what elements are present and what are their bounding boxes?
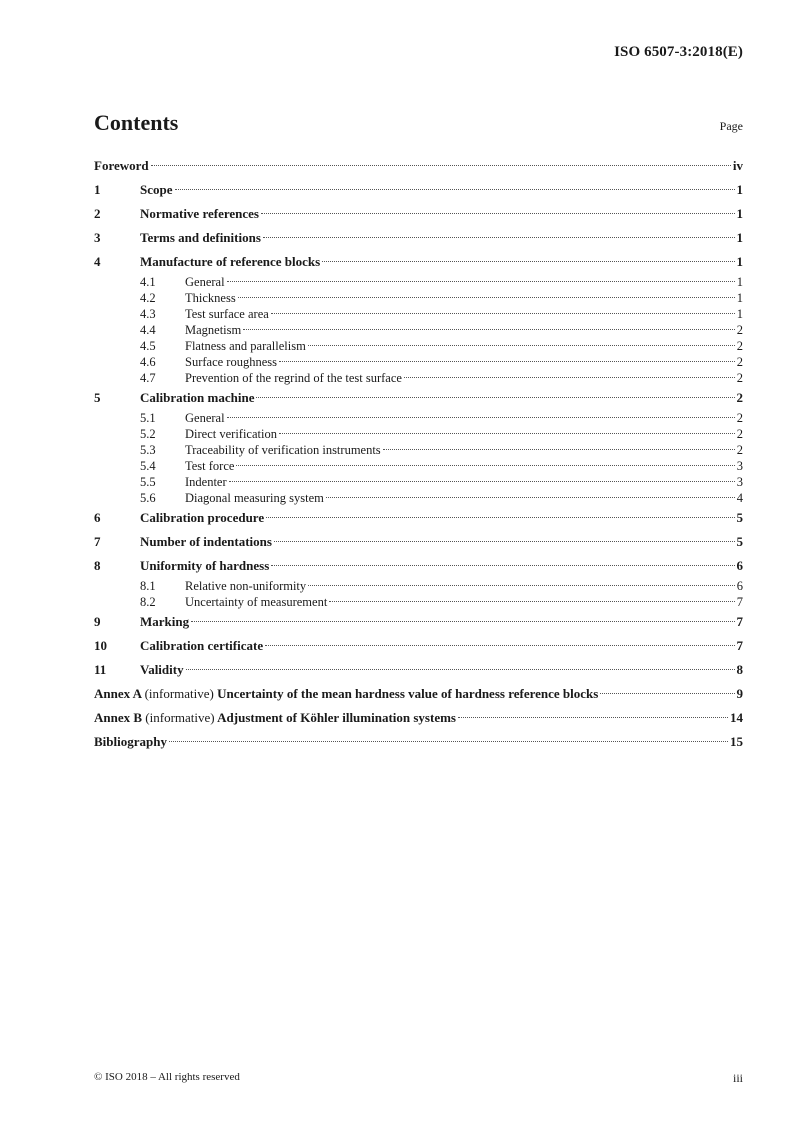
toc-entry-page: 2 bbox=[736, 371, 743, 385]
toc-entry-number: 4 bbox=[94, 254, 101, 269]
toc-entry-number: 4.7 bbox=[140, 371, 156, 385]
toc-entry-page: 2 bbox=[736, 411, 743, 425]
dot-leader bbox=[271, 565, 734, 566]
dot-leader bbox=[308, 585, 735, 586]
toc-entry[interactable] bbox=[94, 506, 743, 530]
toc-entry-number: 4.6 bbox=[140, 355, 156, 369]
dot-leader bbox=[227, 417, 735, 418]
toc-entry-title: Validity bbox=[140, 662, 184, 677]
dot-leader bbox=[263, 237, 735, 238]
dot-leader bbox=[261, 213, 735, 214]
dot-leader bbox=[238, 297, 735, 298]
toc-entry[interactable] bbox=[94, 594, 743, 610]
annex-label: Annex A bbox=[94, 686, 142, 701]
toc-entry-number: 8.1 bbox=[140, 579, 156, 593]
toc-entry-title: Calibration certificate bbox=[140, 638, 264, 653]
toc-entry[interactable] bbox=[94, 250, 743, 274]
toc-entry[interactable] bbox=[94, 530, 743, 554]
toc-entry-title: Traceability of verification instruments bbox=[185, 443, 381, 457]
dot-leader bbox=[274, 541, 735, 542]
toc-entry-title: Number of indentations bbox=[140, 534, 272, 549]
toc-entry-number: 9 bbox=[94, 614, 101, 629]
table-of-contents bbox=[94, 154, 743, 754]
dot-leader bbox=[243, 329, 735, 330]
dot-leader bbox=[227, 281, 735, 282]
toc-entry[interactable] bbox=[94, 554, 743, 578]
toc-entry-number: 4.4 bbox=[140, 323, 156, 337]
dot-leader bbox=[600, 693, 734, 694]
contents-title: Contents bbox=[94, 110, 179, 135]
copyright-notice: © ISO 2018 – All rights reserved bbox=[94, 1071, 240, 1083]
toc-entry[interactable] bbox=[94, 442, 743, 458]
toc-entry-title bbox=[94, 682, 598, 706]
dot-leader bbox=[329, 601, 734, 602]
toc-entry[interactable] bbox=[94, 610, 743, 634]
toc-entry-title: Diagonal measuring system bbox=[185, 491, 324, 505]
toc-entry-title: Scope bbox=[140, 182, 173, 197]
toc-entry-number: 5.2 bbox=[140, 427, 156, 441]
toc-entry-number: 2 bbox=[94, 206, 101, 221]
toc-entry-page: 7 bbox=[736, 638, 743, 653]
toc-entry-title: Test force bbox=[185, 459, 235, 473]
toc-entry[interactable] bbox=[94, 386, 743, 410]
dot-leader bbox=[256, 397, 734, 398]
toc-entry[interactable] bbox=[94, 290, 743, 306]
toc-entry-title: Normative references bbox=[140, 206, 259, 221]
contents-heading bbox=[94, 110, 743, 136]
toc-entry-number: 3 bbox=[94, 230, 101, 245]
toc-entry-title: Calibration machine bbox=[140, 390, 255, 405]
annex-informative-label: (informative) bbox=[144, 686, 214, 701]
dot-leader bbox=[151, 165, 731, 166]
toc-entry-page: 7 bbox=[736, 614, 743, 629]
dot-leader bbox=[191, 621, 734, 622]
toc-entry[interactable] bbox=[94, 154, 743, 178]
toc-entry-page: 2 bbox=[736, 355, 743, 369]
page-footer bbox=[94, 1071, 743, 1086]
dot-leader bbox=[271, 313, 735, 314]
dot-leader bbox=[229, 481, 735, 482]
toc-entry-number: 7 bbox=[94, 534, 101, 549]
toc-entry-page: iv bbox=[732, 158, 743, 173]
toc-entry[interactable] bbox=[94, 474, 743, 490]
dot-leader bbox=[265, 645, 734, 646]
toc-entry[interactable] bbox=[94, 410, 743, 426]
toc-entry-title: Marking bbox=[140, 614, 190, 629]
toc-entry-page: 14 bbox=[730, 710, 743, 725]
toc-entry-title: Terms and definitions bbox=[140, 230, 261, 245]
toc-entry-number: 1 bbox=[94, 182, 101, 197]
toc-entry-page: 3 bbox=[736, 459, 743, 473]
toc-entry[interactable] bbox=[94, 322, 743, 338]
toc-entry-page: 4 bbox=[736, 491, 743, 505]
toc-entry[interactable] bbox=[94, 354, 743, 370]
dot-leader bbox=[279, 433, 735, 434]
toc-entry-page: 1 bbox=[736, 206, 743, 221]
toc-entry-page: 1 bbox=[736, 307, 743, 321]
toc-entry-page: 6 bbox=[736, 579, 743, 593]
toc-entry-number: 5.5 bbox=[140, 475, 156, 489]
toc-entry-page: 2 bbox=[736, 323, 743, 337]
page-number: iii bbox=[732, 1071, 743, 1085]
toc-entry[interactable] bbox=[94, 730, 743, 754]
toc-entry[interactable] bbox=[94, 338, 743, 354]
toc-entry-number: 4.5 bbox=[140, 339, 156, 353]
dot-leader bbox=[236, 465, 734, 466]
toc-entry-number: 5 bbox=[94, 390, 101, 405]
toc-entry-number: 8 bbox=[94, 558, 101, 573]
dot-leader bbox=[279, 361, 735, 362]
toc-entry[interactable] bbox=[94, 426, 743, 442]
toc-entry-title: Prevention of the regrind of the test surface bbox=[185, 371, 402, 385]
toc-entry-number: 5.1 bbox=[140, 411, 156, 425]
toc-entry-number: 4.2 bbox=[140, 291, 156, 305]
dot-leader bbox=[169, 741, 728, 742]
toc-entry-page: 9 bbox=[736, 686, 743, 701]
toc-entry-page: 1 bbox=[736, 230, 743, 245]
toc-entry-title: Manufacture of reference blocks bbox=[140, 254, 321, 269]
document-id: ISO 6507-3:2018(E) bbox=[614, 44, 743, 60]
toc-entry-page: 1 bbox=[736, 291, 743, 305]
toc-entry-page: 6 bbox=[736, 558, 743, 573]
toc-entry-page: 5 bbox=[736, 510, 743, 525]
toc-entry[interactable] bbox=[94, 202, 743, 226]
toc-entry[interactable] bbox=[94, 458, 743, 474]
toc-entry-page: 2 bbox=[736, 339, 743, 353]
toc-entry[interactable] bbox=[94, 178, 743, 202]
annex-label: Annex B bbox=[94, 710, 143, 725]
toc-entry-number: 6 bbox=[94, 510, 101, 525]
toc-entry[interactable] bbox=[94, 226, 743, 250]
toc-entry-title: General bbox=[185, 275, 225, 289]
dot-leader bbox=[458, 717, 728, 718]
toc-entry-title bbox=[94, 706, 456, 730]
dot-leader bbox=[175, 189, 735, 190]
toc-entry-page: 2 bbox=[736, 390, 743, 405]
toc-entry-title: Magnetism bbox=[185, 323, 242, 337]
toc-entry-page: 15 bbox=[730, 734, 743, 749]
toc-entry-title: General bbox=[185, 411, 225, 425]
toc-entry-title: Flatness and parallelism bbox=[185, 339, 306, 353]
toc-entry[interactable] bbox=[94, 274, 743, 290]
toc-entry[interactable] bbox=[94, 578, 743, 594]
toc-entry-number: 8.2 bbox=[140, 595, 156, 609]
page-column-label: Page bbox=[719, 119, 743, 133]
toc-entry[interactable] bbox=[94, 658, 743, 682]
toc-entry-number: 5.6 bbox=[140, 491, 156, 505]
toc-entry-page: 2 bbox=[736, 443, 743, 457]
toc-entry-title: Surface roughness bbox=[185, 355, 277, 369]
toc-entry-title: Relative non-uniformity bbox=[185, 579, 307, 593]
toc-entry-page: 3 bbox=[736, 475, 743, 489]
dot-leader bbox=[322, 261, 734, 262]
toc-entry-number: 4.1 bbox=[140, 275, 156, 289]
toc-entry-title: Bibliography bbox=[94, 734, 167, 749]
toc-entry-title: Uncertainty of measurement bbox=[185, 595, 328, 609]
toc-entry-title: Indenter bbox=[185, 475, 227, 489]
toc-entry[interactable] bbox=[94, 490, 743, 506]
toc-entry-page: 8 bbox=[736, 662, 743, 677]
toc-entry-title: Uniformity of hardness bbox=[140, 558, 270, 573]
annex-informative-label: (informative) bbox=[145, 710, 215, 725]
toc-entry-number: 5.4 bbox=[140, 459, 156, 473]
toc-entry[interactable] bbox=[94, 682, 743, 706]
dot-leader bbox=[186, 669, 735, 670]
toc-entry-title: Thickness bbox=[185, 291, 236, 305]
toc-entry[interactable] bbox=[94, 706, 743, 730]
dot-leader bbox=[404, 377, 735, 378]
toc-entry-page: 1 bbox=[736, 275, 743, 289]
dot-leader bbox=[383, 449, 735, 450]
toc-entry[interactable] bbox=[94, 370, 743, 386]
toc-entry-title: Test surface area bbox=[185, 307, 269, 321]
toc-entry-title: Calibration procedure bbox=[140, 510, 265, 525]
dot-leader bbox=[266, 517, 734, 518]
toc-entry-page: 1 bbox=[736, 254, 743, 269]
toc-entry-page: 5 bbox=[736, 534, 743, 549]
toc-entry-number: 4.3 bbox=[140, 307, 156, 321]
dot-leader bbox=[308, 345, 735, 346]
toc-entry[interactable] bbox=[94, 634, 743, 658]
toc-entry-page: 7 bbox=[736, 595, 743, 609]
dot-leader bbox=[326, 497, 735, 498]
toc-entry-page: 1 bbox=[736, 182, 743, 197]
toc-entry-page: 2 bbox=[736, 427, 743, 441]
toc-entry-number: 11 bbox=[94, 662, 107, 677]
toc-entry-number: 10 bbox=[94, 638, 107, 653]
annex-title: Uncertainty of the mean hardness value of hardness reference blocks bbox=[217, 686, 599, 701]
toc-entry-title: Direct verification bbox=[185, 427, 277, 441]
toc-entry[interactable] bbox=[94, 306, 743, 322]
annex-title: Adjustment of Köhler illumination systems bbox=[217, 710, 456, 725]
toc-entry-title: Foreword bbox=[94, 158, 149, 173]
toc-entry-number: 5.3 bbox=[140, 443, 156, 457]
